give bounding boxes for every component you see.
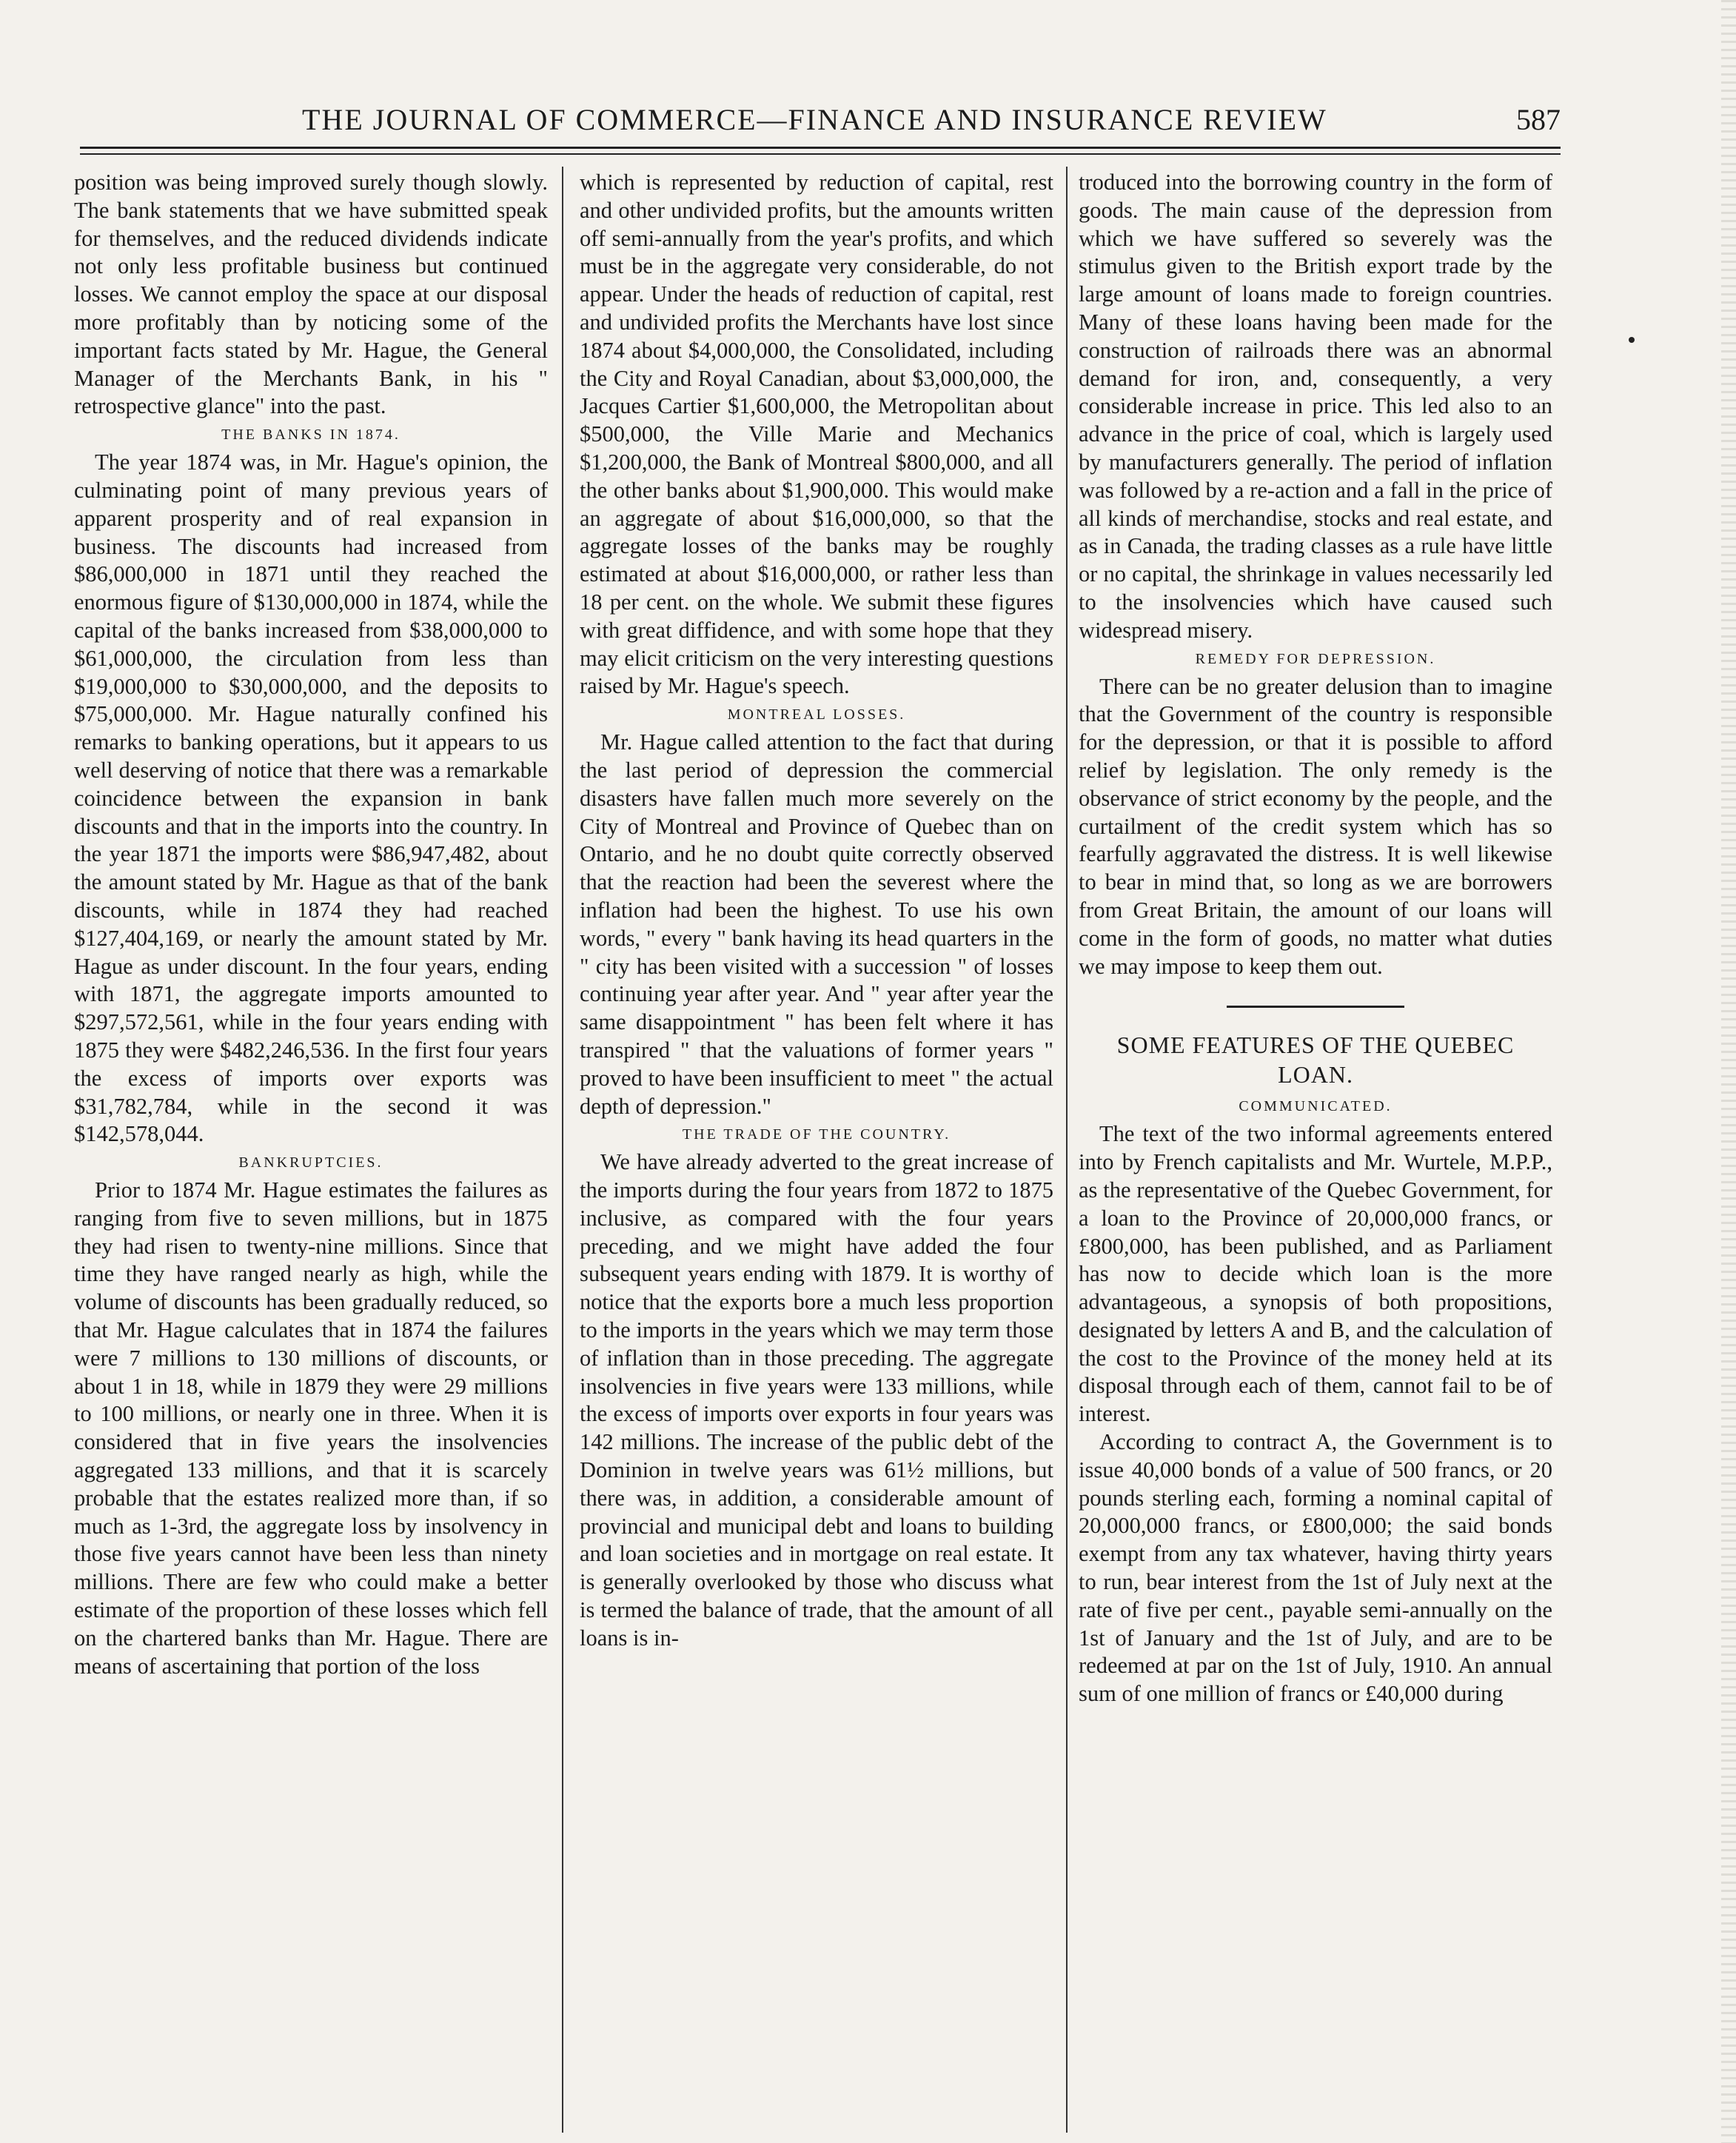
column-divider-1 — [562, 167, 563, 2133]
heading-bankruptcies: BANKRUPTCIES. — [238, 1154, 383, 1171]
heading-communicated: COMMUNICATED. — [1239, 1098, 1393, 1115]
col1-paragraph-1: position was being improved surely though slowly. The bank statements that we have submitted speak for themselves, and the reduced dividends indicate not only less profitable business but continued losses. We cannot employ the space at our disposal more profitably than by noticing some of the important facts stated by Mr. Hague, the General Manager of the Merchants Bank, in his " retrospective glance" into the past. — [74, 170, 548, 419]
header-rule-top — [80, 147, 1561, 149]
col2-paragraph-3: We have already adverted to the great increase of the imports during the four years from 1872 to 1875 inclusive, as compared with the four years preceding, and we might have added the four subsequent years ending with 1879. It is worthy of notice that the exports bore a much less proportion to the imports in the years which we may term those of inflation than in those preceding. The aggregate insolvencies in five years were 133 millions, while the excess of imports over exports in four years was 142 millions. The increase of the public debt of the Dominion in twelve years was 61½ millions, but there was, in addition, a considerable amount of provincial and municipal debt and loans to building and loan societies and in mortgage on real estate. It is generally overlooked by those who discuss what is termed the balance of trade, that the amount of all loans is in- — [580, 1149, 1053, 1651]
page-edge-binding — [1721, 0, 1736, 2143]
heading-montreal-losses: MONTREAL LOSSES. — [727, 706, 906, 723]
heading-banks-in-1874: THE BANKS IN 1874. — [221, 427, 401, 444]
col2-paragraph-2: Mr. Hague called attention to the fact that during the last period of depression the commercial disasters have fallen much more severely on the City of Montreal and Province of Quebec than on Ontario, and he no doubt quite correctly observed that the reaction had been the severest where the inflation had been the highest. To use his own words, " every " bank having its head quarters in the " city has been visited with a succession " of losses continuing year after year. And " year after year the same disappointment " has been felt where it has transpired " that the valuations of former years " proved to have been insufficient to meet " the actual depth of depression." — [580, 729, 1053, 1119]
col3-paragraph-3: The text of the two informal agreements entered into by French capitalists and Mr. Wurtele, M.P.P., as the representative of the Quebec Government, for a loan to the Province of 20,000,000 francs, or £800,000, has been published, and as Parliament has now to decide which loan is the more advantageous, a synopsis of both propositions, designated by letters A and B, and the calculation of the cost to the Province of the money held at its disposal through each of them, cannot fail to be of interest. — [1079, 1121, 1552, 1427]
column-3 — [1079, 169, 1552, 1708]
col3-paragraph-2: There can be no greater delusion than to imagine that the Government of the country is responsible for the depression, or that it is possible to afford relief by legislation. The only remedy is the observance of strict economy by the people, and the curtailment of the credit system which has so fearfully aggravated the distress. It is well likewise to bear in mind that, so long as we are borrowers from Great Britain, the amount of our loans will come in the form of goods, no matter what duties we may impose to keep them out. — [1079, 673, 1552, 979]
journal-title: THE JOURNAL OF COMMERCE—FINANCE AND INSURANCE REVIEW — [302, 103, 1327, 136]
article-title-quebec-loan: SOME FEATURES OF THE QUEBEC LOAN. — [1116, 1032, 1515, 1089]
ink-speck — [1629, 337, 1635, 343]
column-divider-2 — [1066, 167, 1068, 2133]
article-separator — [1227, 1006, 1404, 1008]
heading-trade-of-country: THE TRADE OF THE COUNTRY. — [682, 1126, 951, 1143]
col3-paragraph-1: troduced into the borrowing country in the form of goods. The main cause of the depression from which we have suffered so severely was the stimulus given to the British export trade by the large amount of loans made to foreign countries. Many of these loans having been made for the construction of railroads there was an abnormal demand for iron, and, consequently, a very considerable increase in price. This led also to an advance in the price of coal, which is largely used by manufacturers generally. The period of inflation was followed by a re-action and a fall in the price of all kinds of merchandise, stocks and real estate, and as in Canada, the trading classes as a rule have little or no capital, the shrinkage in values necessarily led to the insolvencies which have caused such widespread misery. — [1079, 170, 1552, 643]
col2-paragraph-1: which is represented by reduction of capital, rest and other undivided profits, but the amounts written off semi-annually from the year's profits, and which must be in the aggregate very considerable, do not appear. Under the heads of reduction of capital, rest and undivided profits the Merchants have lost since 1874 about $4,000,000, the Consolidated, including the City and Royal Canadian, about $3,000,000, the Jacques Cartier $1,600,000, the Metropolitan about $500,000, the Ville Marie and Mechanics $1,200,000, the Bank of Montreal $800,000, and all the other banks about $1,900,000. This would make an aggregate of about $16,000,000, so that the aggregate losses of the banks may be roughly estimated at about $16,000,000, or rather less than 18 per cent. on the whole. We submit these figures with great diffidence, and with some hope that they may elicit criticism on the very interesting questions raised by Mr. Hague's speech. — [580, 170, 1053, 699]
column-1 — [74, 169, 548, 1680]
page-number: 587 — [1516, 103, 1561, 136]
heading-remedy-for-depression: REMEDY FOR DEPRESSION. — [1195, 650, 1436, 667]
column-2 — [580, 169, 1053, 1653]
col1-paragraph-2: The year 1874 was, in Mr. Hague's opinion, the culminating point of many previous years of apparent prosperity and of real expansion in business. The discounts had increased from $86,000,000 in 1871 until they reached the enormous figure of $130,000,000 in 1874, while the capital of the banks increased from $38,000,000 to $61,000,000, the circulation from less than $19,000,000 to $30,000,000, and the deposits to $75,000,000. Mr. Hague naturally confined his remarks to banking operations, but it appears to us well deserving of notice that there was a remarkable coincidence between the expansion in bank discounts and that in the imports into the country. In the year 1871 the imports were $86,947,482, about the amount stated by Mr. Hague as that of the bank discounts, while in 1874 they had reached $127,404,169, or nearly the amount stated by Mr. Hague as under discount. In the four years, ending with 1871, the aggregate imports amounted to $297,572,561, while in the four years ending with 1875 they were $482,246,536. In the first four years the excess of imports over exports was $31,782,784, while in the second it was $142,578,044. — [74, 449, 548, 1147]
col1-paragraph-3: Prior to 1874 Mr. Hague estimates the failures as ranging from five to seven millions, but in 1875 they had risen to twenty-nine millions. Since that time they have ranged nearly as high, while the volume of discounts has been gradually reduced, so that Mr. Hague calculates that in 1874 the failures were 7 millions to 130 millions of discounts, or about 1 in 18, while in 1879 they were 29 millions to 100 millions, or nearly one in three. When it is considered that in five years the insolvencies aggregated 133 millions, and that it is scarcely probable that the estates realized more than, if so much as 1-3rd, the aggregate loss by insolvency in those five years cannot have been less than ninety millions. There are few who could make a better estimate of the proportion of these losses which fell on the chartered banks than Mr. Hague. There are means of ascertaining that portion of the loss — [74, 1177, 548, 1679]
header-rule-bottom — [80, 153, 1561, 155]
page-header — [80, 95, 1561, 139]
col3-paragraph-4: According to contract A, the Government is to issue 40,000 bonds of a value of 500 francs, or 20 pounds sterling each, forming a nominal capital of 20,000,000 francs, or £800,000; the said bonds exempt from any tax whatever, having thirty years to run, bear interest from the 1st of July next at the rate of five per cent., payable semi-annually on the 1st of January and the 1st of July, and are to be redeemed at par on the 1st of July, 1910. An annual sum of one million of francs or £40,000 during — [1079, 1429, 1552, 1707]
